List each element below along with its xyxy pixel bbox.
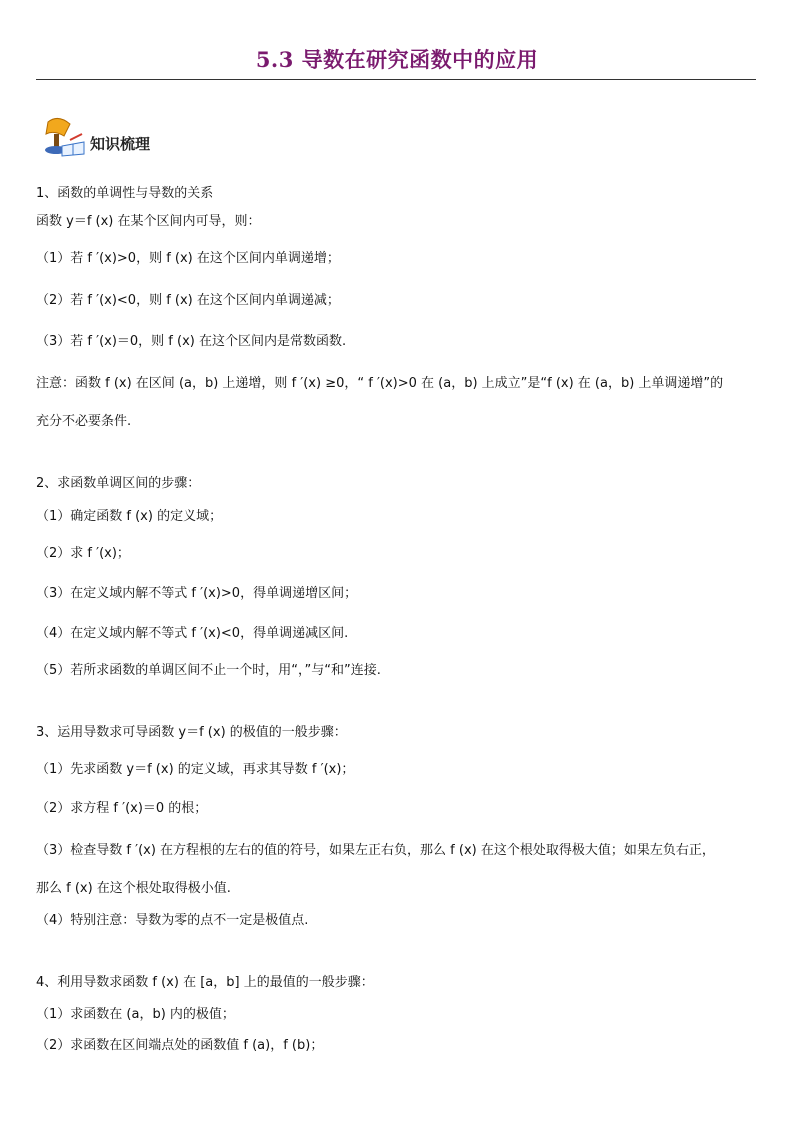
section-badge bbox=[40, 116, 160, 160]
text-line: 那么 f (x) 在这个根处取得极小值. bbox=[36, 881, 231, 896]
text-line: 充分不必要条件. bbox=[36, 414, 132, 429]
section-label: 知识梳理 bbox=[90, 135, 151, 153]
text-line: （1）先求函数 y＝f (x) 的定义域，再求其导数 f ′(x)； bbox=[36, 762, 355, 777]
heading-1: 1、函数的单调性与导数的关系 bbox=[36, 186, 214, 201]
heading-3: 3、运用导数求可导函数 y＝f (x) 的极值的一般步骤： bbox=[36, 725, 347, 740]
text-line: （1）求函数在 (a，b) 内的极值； bbox=[36, 1007, 235, 1022]
text-line: （3）检查导数 f ′(x) 在方程根的左右的值的符号，如果左正右负，那么 f (x) 在这个根处取得极大值；如果左负右正， bbox=[36, 843, 715, 858]
heading-2: 2、求函数单调区间的步骤： bbox=[36, 476, 201, 491]
text-line: （3）若 f ′(x)＝0，则 f (x) 在这个区间内是常数函数. bbox=[36, 334, 347, 349]
text-line: 注意：函数 f (x) 在区间 (a，b) 上递增，则 f ′(x) ≥0，“ f ′(x)>0 在 (a，b) 上成立”是“f (x) 在 (a，b) 上单调递增”的 bbox=[36, 376, 724, 391]
page-title: 5.3 导数在研究函数中的应用 bbox=[255, 47, 539, 72]
title-underline bbox=[36, 79, 756, 80]
text-line: （3）在定义域内解不等式 f ′(x)>0，得单调递增区间； bbox=[36, 586, 358, 601]
text-line: （5）若所求函数的单调区间不止一个时，用“，”与“和”连接. bbox=[36, 663, 381, 678]
text-line: （2）求 f ′(x)； bbox=[36, 546, 130, 561]
text-line: （4）在定义域内解不等式 f ′(x)<0，得单调递减区间. bbox=[36, 626, 349, 641]
text-line: （1）确定函数 f (x) 的定义域； bbox=[36, 509, 223, 524]
heading-4: 4、利用导数求函数 f (x) 在 [a，b] 上的最值的一般步骤： bbox=[36, 975, 374, 990]
desk-lamp-book-icon bbox=[40, 116, 86, 158]
text-line: （2）求方程 f ′(x)＝0 的根； bbox=[36, 801, 208, 816]
text-line: （2）若 f ′(x)<0，则 f (x) 在这个区间内单调递减； bbox=[36, 293, 340, 308]
text-line: （4）特别注意：导数为零的点不一定是极值点. bbox=[36, 913, 309, 928]
text-line: （1）若 f ′(x)>0，则 f (x) 在这个区间内单调递增； bbox=[36, 251, 340, 266]
text-line: （2）求函数在区间端点处的函数值 f (a)，f (b)； bbox=[36, 1038, 324, 1053]
text-line: 函数 y＝f (x) 在某个区间内可导，则： bbox=[36, 214, 261, 229]
